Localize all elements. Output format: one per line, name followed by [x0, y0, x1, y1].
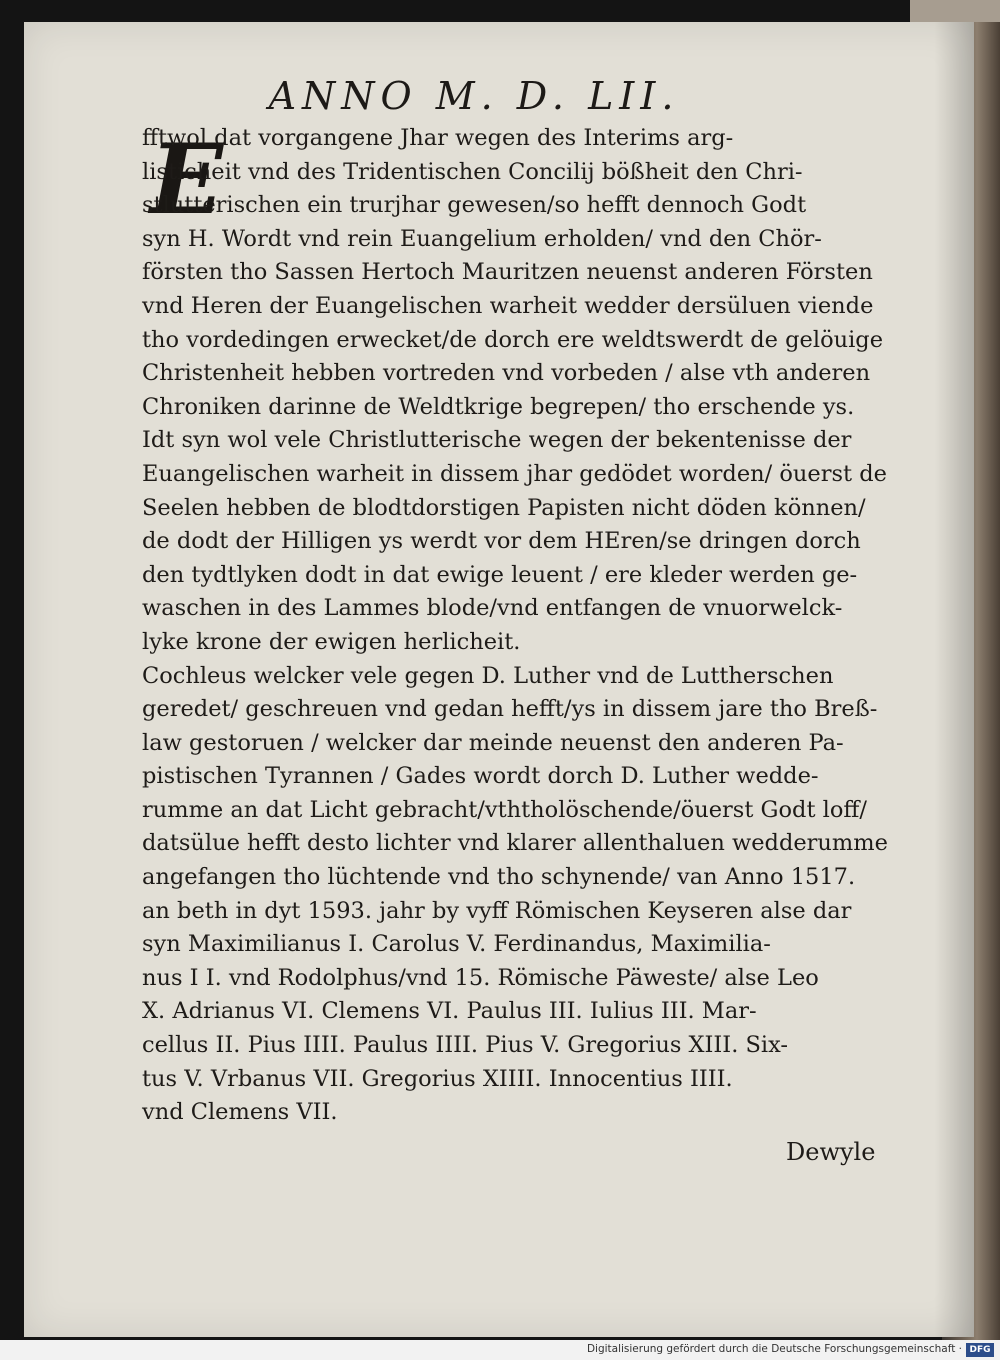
- text-line: syn Maximilianus I. Carolus V. Ferdinandus, Maximilia-: [142, 931, 771, 958]
- text-line: fftwol dat vorgangene Jhar wegen des Interims arg-: [142, 125, 734, 151]
- text-line: datsülue hefft desto lichter vnd klarer allenthaluen wedderumme: [142, 830, 888, 857]
- text-line: X. Adrianus VI. Clemens VI. Paulus III. Iulius III. Mar-: [142, 998, 757, 1025]
- text-line: den tydtlyken dodt in dat ewige leuent / ere kleder werden ge-: [142, 561, 858, 588]
- text-line: Euangelischen warheit in dissem jhar gedödet worden/ öuerst de: [142, 460, 887, 487]
- text-line: vnd Heren der Euangelischen warheit wedder dersüluen viende: [142, 292, 874, 319]
- text-line: Chroniken darinne de Weldtkrige begrepen/ tho erschende ys.: [142, 393, 855, 420]
- text-line: Cochleus welcker vele gegen D. Luther vnd de Luttherschen: [142, 662, 834, 689]
- text-line: nus I I. vnd Rodolphus/vnd 15. Römische Päweste/ alse Leo: [142, 964, 819, 991]
- page-heading: ANNO M. D. LII.: [268, 74, 680, 118]
- footer-credit: Digitalisierung gefördert durch die Deutsche Forschungsgemeinschaft ·: [586, 1343, 962, 1355]
- text-line: law gestoruen / welcker dar meinde neuenst den anderen Pa-: [142, 729, 844, 756]
- text-line: de dodt der Hilligen ys werdt vor dem HEren/se dringen dorch: [142, 528, 861, 555]
- text-line: stlutterischen ein trurjhar gewesen/so hefft dennoch Godt: [142, 192, 807, 219]
- catchword: Dewyle: [786, 1138, 876, 1166]
- body-text: [142, 122, 922, 1130]
- text-line: angefangen tho lüchtende vnd tho schynende/ van Anno 1517.: [142, 864, 856, 891]
- text-line: försten tho Sassen Hertoch Mauritzen neuenst anderen Försten: [142, 259, 873, 286]
- text-line: rumme an dat Licht gebracht/vththolöschende/öuerst Godt loff/: [142, 796, 867, 823]
- gutter-shadow: [934, 22, 974, 1337]
- footer-bar: [0, 1340, 1000, 1360]
- text-line: Idt syn wol vele Christlutterische wegen der bekentenisse der: [142, 427, 852, 454]
- text-line: listicheit vnd des Tridentischen Concilij bößheit den Chri-: [142, 158, 803, 185]
- text-line: tho vordedingen erwecket/de dorch ere weldtswerdt de gelöuige: [142, 326, 884, 353]
- text-line: waschen in des Lammes blode/vnd entfangen de vnuorwelck-: [142, 595, 843, 622]
- text-line: tus V. Vrbanus VII. Gregorius XIIII. Innocentius IIII.: [142, 1065, 733, 1092]
- text-line: lyke krone der ewigen herlicheit.: [142, 628, 521, 655]
- text-line: vnd Clemens VII.: [142, 1099, 338, 1126]
- text-line: Seelen hebben de blodtdorstigen Papisten nicht döden können/: [142, 494, 866, 521]
- book-edge-top: [910, 0, 1000, 22]
- text-line: syn H. Wordt vnd rein Euangelium erholden/ vnd den Chör-: [142, 225, 822, 252]
- text-line: geredet/ geschreuen vnd gedan hefft/ys in dissem jare tho Breß-: [142, 696, 878, 723]
- text-line: an beth in dyt 1593. jahr by vyff Römischen Keyseren alse dar: [142, 897, 852, 924]
- decorated-initial: E: [150, 123, 224, 236]
- text-line: cellus II. Pius IIII. Paulus IIII. Pius V. Gregorius XIII. Six-: [142, 1032, 789, 1059]
- dfg-logo-icon: DFG: [966, 1343, 994, 1357]
- text-line: pistischen Tyrannen / Gades wordt dorch D. Luther wedde-: [142, 763, 819, 790]
- text-line: Christenheit hebben vortreden vnd vorbeden / alse vth anderen: [142, 360, 871, 387]
